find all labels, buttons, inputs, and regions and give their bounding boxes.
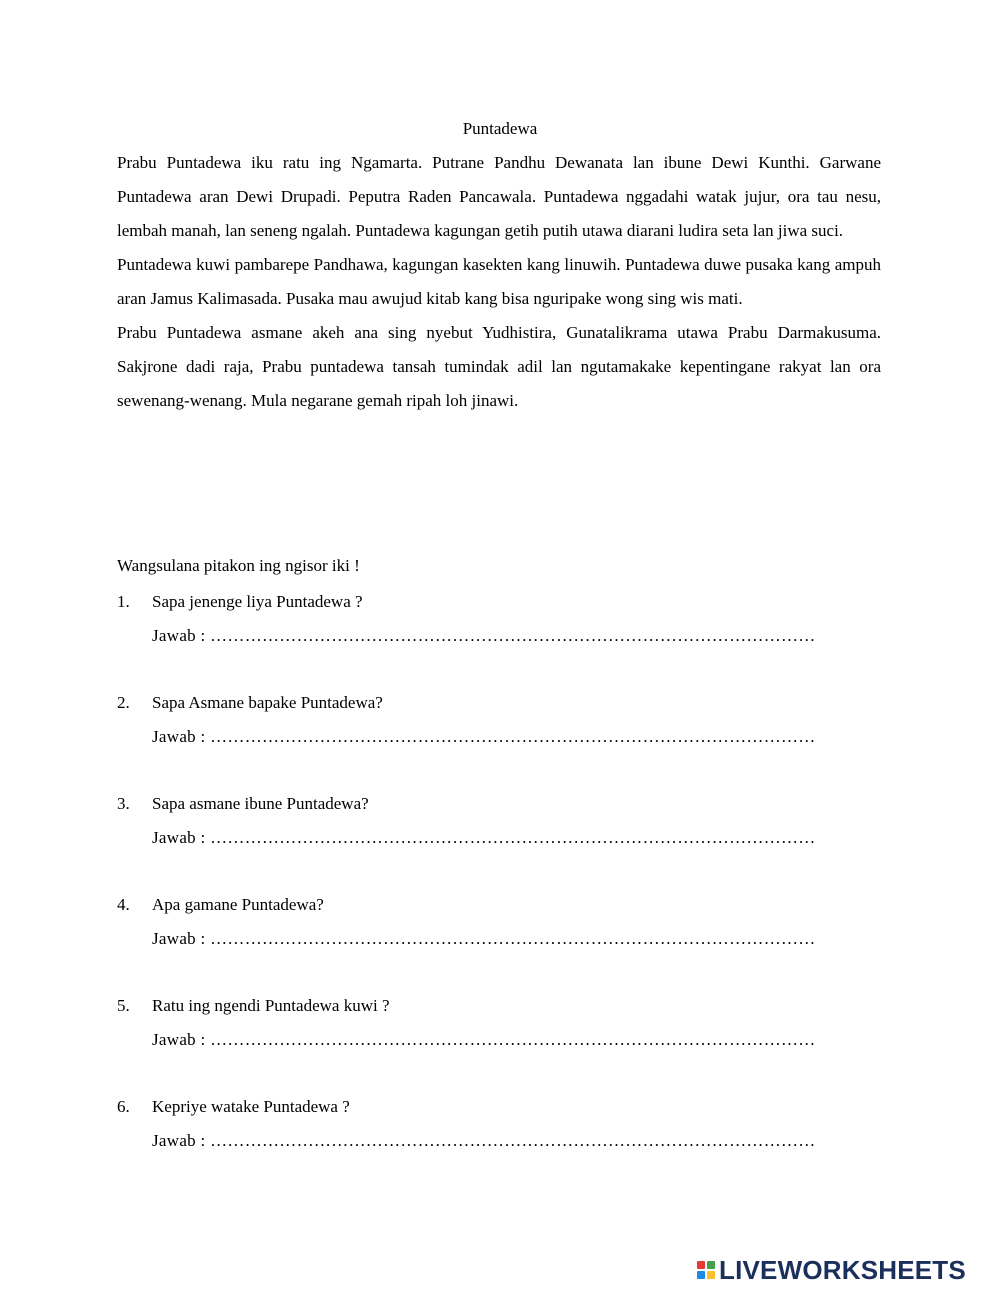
question-item [117, 994, 881, 1052]
liveworksheets-logo [697, 1255, 966, 1285]
story-paragraph: Puntadewa kuwi pambarepe Pandhawa, kagungan kasekten kang linuwih. Puntadewa duwe pusaka kang ampuh aran Jamus Kalimasada. Pusaka mau awujud kitab kang bisa nguripake wong sing wis mati. [117, 255, 881, 308]
question-text: Sapa jenenge liya Puntadewa ? [152, 592, 363, 611]
answer-field[interactable] [152, 624, 881, 648]
answer-field[interactable] [152, 826, 881, 850]
question-item [117, 893, 881, 951]
question-item [117, 792, 881, 850]
question-number: 5. [117, 996, 130, 1015]
answer-prompt: Jawab : …………………………………………………………………………………………… [152, 929, 816, 948]
answer-prompt: Jawab : …………………………………………………………………………………………… [152, 626, 816, 645]
instruction: Wangsulana pitakon ing ngisor iki ! [117, 556, 360, 575]
answer-prompt: Jawab : …………………………………………………………………………………………… [152, 828, 816, 847]
liveworksheets-logo-icon [697, 1261, 715, 1279]
question-number: 4. [117, 895, 130, 914]
answer-field[interactable] [152, 927, 881, 951]
answer-prompt: Jawab : …………………………………………………………………………………………… [152, 1030, 816, 1049]
question-text: Sapa asmane ibune Puntadewa? [152, 794, 369, 813]
question-number: 3. [117, 794, 130, 813]
story-paragraph: Prabu Puntadewa asmane akeh ana sing nyebut Yudhistira, Gunatalikrama utawa Prabu Darmakusuma. Sakjrone dadi raja, Prabu puntadewa tansah tumindak adil lan ngutamakake kepentingane rakyat lan ora sewenang-wenang. Mula negarane gemah ripah loh jinawi. [117, 323, 881, 410]
answer-field[interactable] [152, 725, 881, 749]
answer-field[interactable] [152, 1028, 881, 1052]
question-item [117, 691, 881, 749]
logo-text: LIVEWORKSHEETS [719, 1254, 966, 1285]
question-number: 1. [117, 592, 130, 611]
question-text: Sapa Asmane bapake Puntadewa? [152, 693, 383, 712]
question-number: 2. [117, 693, 130, 712]
page-title: Puntadewa [462, 119, 538, 138]
story-paragraph: Prabu Puntadewa iku ratu ing Ngamarta. Putrane Pandhu Dewanata lan ibune Dewi Kunthi. Garwane Puntadewa aran Dewi Drupadi. Peputra Raden Pancawala. Puntadewa nggadahi watak jujur, ora tau nesu, lembah manah, lan seneng ngalah. Puntadewa kagungan getih putih utawa diarani ludira seta lan jiwa suci. [117, 153, 881, 240]
answer-prompt: Jawab : …………………………………………………………………………………………… [152, 1131, 816, 1150]
question-item [117, 590, 881, 648]
question-text: Kepriye watake Puntadewa ? [152, 1097, 350, 1116]
answer-field[interactable] [152, 1129, 881, 1153]
story-text [117, 146, 881, 418]
question-text: Apa gamane Puntadewa? [152, 895, 324, 914]
question-number: 6. [117, 1097, 130, 1116]
question-text: Ratu ing ngendi Puntadewa kuwi ? [152, 996, 390, 1015]
question-item [117, 1095, 881, 1153]
answer-prompt: Jawab : …………………………………………………………………………………………… [152, 727, 816, 746]
